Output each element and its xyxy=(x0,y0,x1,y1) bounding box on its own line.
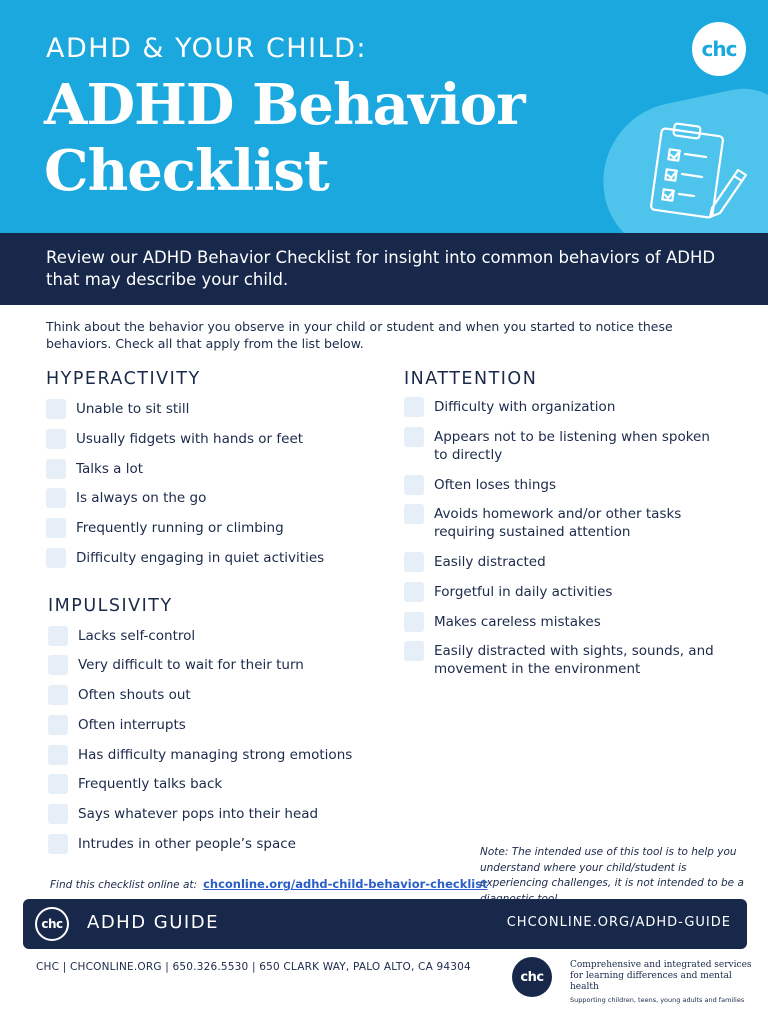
checklist-item-label: Often loses things xyxy=(434,477,557,493)
find-online-label: Find this checklist online at: xyxy=(50,879,198,891)
checkbox[interactable] xyxy=(48,774,68,794)
checklist-item-label: Frequently running or climbing xyxy=(76,520,284,536)
checklist-item-label: Appears not to be listening when spoken to directly xyxy=(434,429,710,463)
checkbox[interactable] xyxy=(48,745,68,765)
checklist-item-label: Frequently talks back xyxy=(78,776,223,792)
checklist-item-label: Intrudes in other people’s space xyxy=(78,836,296,852)
adhd-guide-bar[interactable] xyxy=(23,899,747,949)
checkbox[interactable] xyxy=(404,504,424,524)
checkbox[interactable] xyxy=(404,582,424,602)
chc-logo xyxy=(692,22,746,76)
checkbox[interactable] xyxy=(404,612,424,632)
title-line-1: ADHD Behavior xyxy=(44,72,525,138)
checklist-item[interactable] xyxy=(48,627,195,646)
checkbox[interactable] xyxy=(46,548,66,568)
checklist-item[interactable] xyxy=(404,613,714,632)
checklist-item-label: Lacks self-control xyxy=(78,628,196,644)
checklist-item[interactable] xyxy=(404,428,714,464)
checklist-item[interactable] xyxy=(404,505,714,541)
checkbox[interactable] xyxy=(46,459,66,479)
checklist-item[interactable] xyxy=(404,553,714,572)
checklist-item-label: Talks a lot xyxy=(76,461,144,477)
checklist-item-label: Forgetful in daily activities xyxy=(434,584,613,600)
checkbox[interactable] xyxy=(46,488,66,508)
checkbox[interactable] xyxy=(404,641,424,661)
checkbox[interactable] xyxy=(48,804,68,824)
checklist-item[interactable] xyxy=(46,489,206,508)
intro-text: Think about the behavior you observe in your child or student and when you started to notice these behaviors. Check all that apply from the list below. xyxy=(46,319,673,351)
checklist-item-label: Is always on the go xyxy=(76,490,207,506)
checklist-item[interactable] xyxy=(48,775,222,794)
checklist-item[interactable] xyxy=(48,805,318,824)
checklist-item[interactable] xyxy=(48,746,352,765)
checklist-item-label: Says whatever pops into their head xyxy=(78,806,319,822)
title-line-2: Checklist xyxy=(44,138,329,204)
checklist-item-label: Usually fidgets with hands or feet xyxy=(76,431,304,447)
checkbox[interactable] xyxy=(48,655,68,675)
section-title-inattention: INATTENTION xyxy=(404,369,538,389)
checkbox[interactable] xyxy=(404,397,424,417)
checklist-item[interactable] xyxy=(48,656,304,675)
checklist-item[interactable] xyxy=(404,642,714,678)
page-title xyxy=(44,72,525,204)
chc-logo-text: chc xyxy=(701,37,737,61)
checklist-item-label: Makes careless mistakes xyxy=(434,614,601,630)
checkbox[interactable] xyxy=(48,626,68,646)
checklist-item[interactable] xyxy=(404,476,714,495)
checkbox[interactable] xyxy=(404,475,424,495)
checkbox[interactable] xyxy=(48,685,68,705)
checklist-item[interactable] xyxy=(48,835,296,854)
section-title-impulsivity: IMPULSIVITY xyxy=(48,596,173,616)
checklist-item-label: Unable to sit still xyxy=(76,401,190,417)
intro-band xyxy=(0,233,768,305)
checkbox[interactable] xyxy=(48,715,68,735)
checklist-item-label: Very difficult to wait for their turn xyxy=(78,657,304,673)
checklist-item[interactable] xyxy=(46,400,189,419)
checklist-item-label: Difficulty with organization xyxy=(434,399,616,415)
checklist-item[interactable] xyxy=(404,398,714,417)
contact-info: CHC | CHCONLINE.ORG | 650.326.5530 | 650 CLARK WAY, PALO ALTO, CA 94304 xyxy=(36,961,471,973)
footer-tagline xyxy=(570,960,755,1005)
chc-logo-text: chc xyxy=(520,969,544,985)
checklist-item[interactable] xyxy=(48,686,191,705)
disclaimer-note: Note: The intended use of this tool is to help you understand where your child/student is experiencing challenges, it is not intended to be a xyxy=(480,846,744,889)
tagline-main: Comprehensive and integrated services for learning differences and mental health xyxy=(570,960,752,992)
header-kicker: ADHD & YOUR CHILD: xyxy=(46,33,367,64)
checklist-item[interactable] xyxy=(46,519,284,538)
checklist-item-label: Often shouts out xyxy=(78,687,191,703)
checklist-item-label: Easily distracted xyxy=(434,554,546,570)
checklist-link[interactable]: chconline.org/adhd-child-behavior-checklist xyxy=(203,877,488,891)
checkbox[interactable] xyxy=(46,399,66,419)
checklist-item-label: Often interrupts xyxy=(78,717,186,733)
chc-logo xyxy=(35,907,69,941)
checklist-item[interactable] xyxy=(46,549,324,568)
tagline-sub: Supporting children, teens, young adults and families xyxy=(570,996,745,1004)
checklist-item[interactable] xyxy=(46,430,303,449)
find-online xyxy=(50,877,488,891)
checkbox[interactable] xyxy=(46,429,66,449)
checkbox[interactable] xyxy=(404,552,424,572)
checkbox[interactable] xyxy=(48,834,68,854)
chc-footer-logo xyxy=(512,957,552,997)
checklist-item[interactable] xyxy=(46,460,143,479)
checklist-item-label: Has difficulty managing strong emotions xyxy=(78,747,353,763)
band-text: Review our ADHD Behavior Checklist for insight into common behaviors of ADHD that may describe your child. xyxy=(46,248,716,289)
guide-title: ADHD GUIDE xyxy=(87,912,219,933)
checkbox[interactable] xyxy=(404,427,424,447)
checklist-item[interactable] xyxy=(48,716,186,735)
checklist-item-label: Avoids homework and/or other tasks requiring sustained attention xyxy=(434,506,682,540)
clipboard-checklist-icon xyxy=(650,120,750,225)
guide-url[interactable]: CHCONLINE.ORG/ADHD-GUIDE xyxy=(506,915,731,930)
checkbox[interactable] xyxy=(46,518,66,538)
checklist-item-label: Difficulty engaging in quiet activities xyxy=(76,550,325,566)
checklist-item[interactable] xyxy=(404,583,714,602)
section-title-hyperactivity: HYPERACTIVITY xyxy=(46,369,201,389)
chc-logo-text: chc xyxy=(41,917,63,931)
hero-banner xyxy=(0,0,768,233)
checklist-item-label: Easily distracted with sights, sounds, and movement in the environment xyxy=(434,643,714,677)
